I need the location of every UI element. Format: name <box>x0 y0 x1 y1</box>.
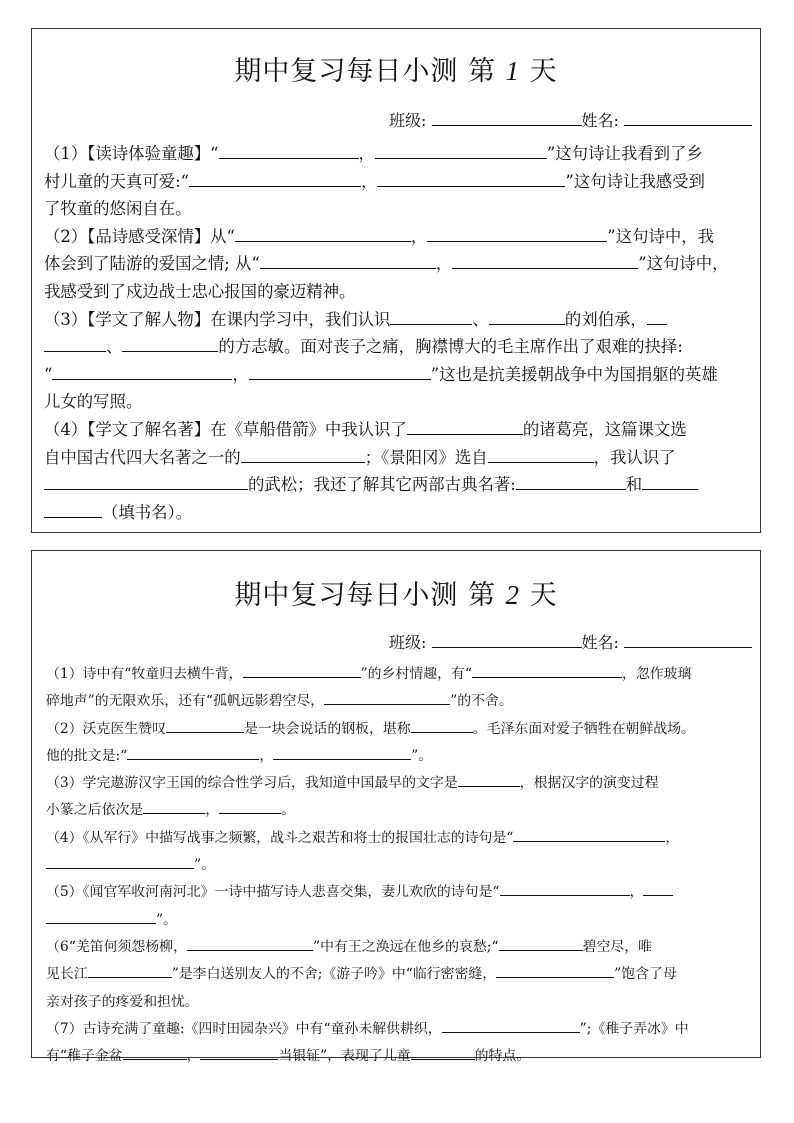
question-text: 的方志敏。面对丧子之痛，胸襟博大的毛主席作出了艰难的抉择: <box>218 337 683 357</box>
question-text: ， <box>205 802 220 819</box>
answer-blank[interactable] <box>260 267 436 269</box>
question-text: ”这句诗让我看到了乡 <box>546 144 703 163</box>
answer-blank[interactable] <box>407 433 523 435</box>
question-text: （2）沃克医生赞叹 <box>46 720 166 737</box>
quiz-card-day2 <box>31 550 761 1065</box>
question-line <box>44 278 748 306</box>
question-text: 、 <box>106 337 123 357</box>
question-text: 碧空尽，唯 <box>582 938 653 955</box>
answer-blank[interactable] <box>647 323 667 325</box>
answer-blank[interactable] <box>324 703 450 705</box>
question-text: ；《景阳冈》选自 <box>364 447 488 467</box>
question-text: 。毛泽东面对爱子牺牲在朝鲜战场。 <box>472 720 695 737</box>
answer-blank[interactable] <box>499 949 583 951</box>
question-text: （1）诗中有“牧童归去横牛背， <box>46 666 243 682</box>
name-field[interactable] <box>624 124 752 126</box>
student-info-row <box>389 108 752 131</box>
question-text: ”这句诗让我感受到 <box>565 171 705 191</box>
question-text: （3）【学文了解人物】在课内学习中，我们认识 <box>44 309 391 329</box>
question-line <box>44 195 748 223</box>
question-text: ”这句诗中，我 <box>607 226 715 246</box>
question-line <box>46 852 748 879</box>
question-text: 他的批文是:“ <box>46 747 128 764</box>
answer-blank[interactable] <box>411 1058 475 1060</box>
question-text: 和 <box>625 475 643 495</box>
question-text: 亲对孩子的疼爱和担忧。 <box>46 993 199 1010</box>
question-text: ”的乡村情趣，有“ <box>360 666 472 682</box>
question-line <box>46 743 748 770</box>
question-line <box>44 168 748 196</box>
answer-blank[interactable] <box>166 731 244 733</box>
question-text: ，我认识了 <box>593 447 676 467</box>
title-prefix: 期中复习每日小测 <box>234 580 459 611</box>
answer-blank[interactable] <box>488 461 594 463</box>
answer-blank[interactable] <box>52 378 232 380</box>
title-day-number: 1 <box>505 56 521 86</box>
answer-blank[interactable] <box>452 267 638 269</box>
question-text: 。 <box>281 802 296 819</box>
class-label: 班级: <box>389 633 427 652</box>
answer-blank[interactable] <box>489 323 565 325</box>
question-text: 儿女的写照。 <box>44 392 143 412</box>
question-line <box>44 140 748 168</box>
title-day-unit: 天 <box>529 580 558 611</box>
question-line <box>46 661 748 688</box>
question-line <box>44 499 748 527</box>
question-text: 有“稚子金盆 <box>46 1048 123 1065</box>
question-text: 自中国古代四大名著之一的 <box>44 447 241 467</box>
title-prefix: 期中复习每日小测 <box>234 56 459 87</box>
question-text: ， <box>358 144 375 163</box>
answer-blank[interactable] <box>472 676 622 678</box>
answer-blank[interactable] <box>143 812 205 814</box>
answer-blank[interactable] <box>187 949 313 951</box>
question-text: 的武松；我还了解其它两部古典名著: <box>248 475 516 495</box>
answer-blank[interactable] <box>375 157 547 159</box>
question-line <box>46 688 748 715</box>
question-text: ， <box>410 226 428 246</box>
question-line <box>46 934 748 961</box>
question-text: ， <box>186 1048 201 1065</box>
question-text: 是一块会说话的钢板，堪称 <box>243 720 411 737</box>
question-text: ， <box>629 884 644 901</box>
title-day-number: 2 <box>505 580 521 610</box>
question-list <box>46 661 748 1070</box>
answer-blank[interactable] <box>643 894 673 896</box>
question-line <box>46 879 748 906</box>
name-field[interactable] <box>624 646 752 648</box>
answer-blank[interactable] <box>235 240 411 242</box>
question-line <box>46 961 748 988</box>
question-line <box>44 223 748 251</box>
question-line <box>44 444 748 472</box>
question-text: （7）古诗充满了童趣:《四时田园杂兴》中有“童孙未解供耕织， <box>46 1020 442 1037</box>
question-text: （6“羌笛何须怨杨柳， <box>46 938 187 955</box>
answer-blank[interactable] <box>496 976 614 978</box>
answer-blank[interactable] <box>442 1031 580 1033</box>
quiz-card-day1 <box>31 28 761 533</box>
quiz-title <box>32 49 760 88</box>
answer-blank[interactable] <box>642 488 698 490</box>
answer-blank[interactable] <box>219 812 281 814</box>
question-text: ”是李白送别友人的不舍;《游子吟》中“临行密密缝， <box>171 966 497 983</box>
answer-blank[interactable] <box>44 350 106 352</box>
question-text: （3）学完遨游汉字王国的综合性学习后，我知道中国最早的文字是 <box>46 775 458 792</box>
class-field[interactable] <box>432 646 582 648</box>
class-label: 班级: <box>389 111 427 130</box>
question-text: 村儿童的天真可爱:“ <box>44 171 190 191</box>
question-line <box>44 306 748 334</box>
question-line <box>44 361 748 389</box>
question-line <box>44 250 748 278</box>
answer-blank[interactable] <box>458 785 520 787</box>
question-text: ， <box>259 747 274 764</box>
question-line <box>46 1043 748 1070</box>
question-text: ”。 <box>156 911 177 928</box>
question-text: （5）《闻官军收河南河北》一诗中描写诗人悲喜交集，妻儿欢欣的诗句是“ <box>46 884 500 901</box>
question-text: ”这句诗中， <box>638 254 729 274</box>
student-info-row <box>389 630 752 653</box>
question-text: 碎地声”的无限欢乐，还有“孤帆远影碧空尽， <box>46 693 325 710</box>
question-text: ， <box>361 171 378 191</box>
answer-blank[interactable] <box>411 731 473 733</box>
question-line <box>44 388 748 416</box>
answer-blank[interactable] <box>46 867 194 869</box>
answer-blank[interactable] <box>243 676 361 678</box>
name-label: 姓名: <box>581 633 619 652</box>
answer-blank[interactable] <box>500 894 630 896</box>
question-list <box>44 140 748 526</box>
question-text: ”;《稚子弄冰》中 <box>579 1020 689 1037</box>
class-field[interactable] <box>432 124 582 126</box>
question-text: （4）《从军行》中描写战事之频繁，战斗之艰苦和将士的报国壮志的诗句是“ <box>46 829 514 846</box>
question-text: ，忽作玻璃 <box>621 666 692 682</box>
question-line <box>44 333 748 361</box>
question-text: ”中有王之涣远在他乡的哀愁;“ <box>312 938 499 955</box>
question-line <box>46 989 748 1016</box>
question-text: 的诸葛亮，这篇课文选 <box>522 419 687 439</box>
question-text: ”这也是抗美援朝战争中为国捐躯的英雄 <box>430 364 718 384</box>
question-line <box>44 471 748 499</box>
answer-blank[interactable] <box>390 323 472 325</box>
question-text: ”饱含了母 <box>614 966 677 983</box>
answer-blank[interactable] <box>241 461 365 463</box>
question-line <box>46 716 748 743</box>
answer-blank[interactable] <box>377 185 565 187</box>
answer-blank[interactable] <box>516 488 626 490</box>
question-line <box>44 416 748 444</box>
question-text: ， <box>665 829 680 846</box>
answer-blank[interactable] <box>127 758 259 760</box>
question-text: （填书名）。 <box>102 502 193 522</box>
question-text: 的特点。 <box>474 1048 531 1065</box>
question-text: 我感受到了戍边战士忠心报国的豪迈精神。 <box>44 281 356 301</box>
answer-blank[interactable] <box>273 758 411 760</box>
question-text: ， <box>435 254 453 274</box>
answer-blank[interactable] <box>88 976 172 978</box>
question-line <box>46 907 748 934</box>
question-text: （2）【品诗感受深情】从“ <box>44 226 235 246</box>
question-text: ”。 <box>411 747 433 764</box>
answer-blank[interactable] <box>46 922 156 924</box>
title-day-unit: 天 <box>529 56 558 87</box>
answer-blank[interactable] <box>123 1058 187 1060</box>
answer-blank[interactable] <box>189 185 361 187</box>
question-text: ，根据汉字的演变过程 <box>519 775 659 792</box>
question-text: 、 <box>472 309 489 329</box>
question-text: 了牧童的悠闲自在。 <box>44 199 192 219</box>
title-day-word: 第 <box>467 56 496 87</box>
question-line <box>46 770 748 797</box>
question-line <box>46 797 748 824</box>
answer-blank[interactable] <box>427 240 607 242</box>
question-text: （4）【学文了解名著】在《草船借箭》中我认识了 <box>44 419 407 439</box>
question-text: ”。 <box>194 857 215 874</box>
answer-blank[interactable] <box>219 157 359 159</box>
answer-blank[interactable] <box>44 516 102 518</box>
answer-blank[interactable] <box>122 350 218 352</box>
question-text: 体会到了陆游的爱国之情; 从“ <box>44 254 260 274</box>
question-text: “ <box>44 364 53 384</box>
question-text: 见长江 <box>46 966 88 983</box>
answer-blank[interactable] <box>200 1058 278 1060</box>
title-day-word: 第 <box>467 580 496 611</box>
question-text: ， <box>232 364 249 384</box>
question-text: ”的不舍。 <box>450 693 513 710</box>
answer-blank[interactable] <box>513 840 665 842</box>
answer-blank[interactable] <box>44 488 248 490</box>
quiz-title <box>32 573 760 612</box>
question-line <box>46 1016 748 1043</box>
question-text: （1）【读诗体验童趣】“ <box>44 144 219 163</box>
question-line <box>46 825 748 852</box>
question-text: 当银钲”，表现了儿童 <box>278 1048 411 1065</box>
name-label: 姓名: <box>581 111 619 130</box>
question-text: 的刘伯承， <box>564 309 647 329</box>
question-text: 小篆之后依次是 <box>46 802 144 819</box>
answer-blank[interactable] <box>249 378 431 380</box>
